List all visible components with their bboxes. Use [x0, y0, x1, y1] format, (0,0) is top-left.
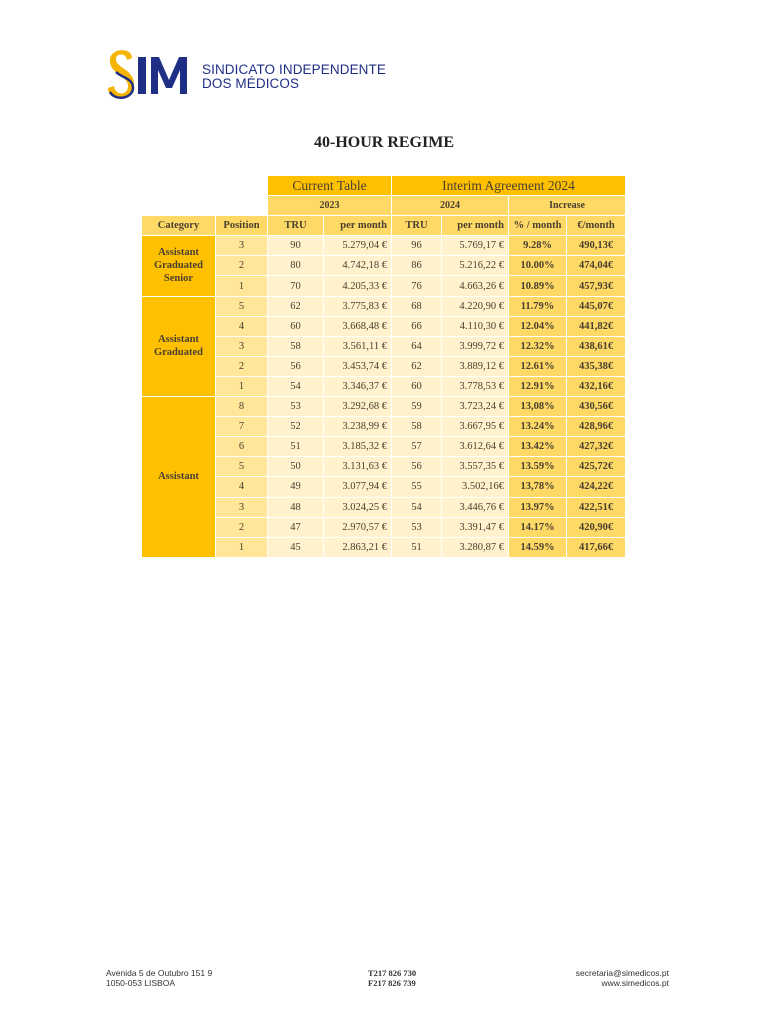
eur-increase-cell: 425,72€	[567, 457, 626, 477]
col-tru-2024-header: TRU	[392, 216, 442, 236]
eur-increase-cell: 474,04€	[567, 256, 626, 276]
eur-increase-cell: 438,61€	[567, 337, 626, 357]
footer-email-link[interactable]: secretaria@simedicos.pt	[575, 968, 669, 978]
eur-increase-cell: 427,32€	[567, 437, 626, 457]
month-2024-cell: 3.667,95 €	[442, 417, 509, 437]
col-eur-month-header: €/month	[567, 216, 626, 236]
eur-increase-cell: 424,22€	[567, 477, 626, 497]
eur-increase-cell: 445,07€	[567, 297, 626, 317]
month-2023-cell: 4.205,33 €	[324, 276, 392, 296]
tru-2024-cell: 62	[392, 357, 442, 377]
tru-2024-cell: 68	[392, 297, 442, 317]
col-category-header: Category	[142, 216, 216, 236]
month-2024-cell: 4.220,90 €	[442, 297, 509, 317]
page-title: 40-HOUR REGIME	[314, 134, 454, 151]
tru-2024-cell: 64	[392, 337, 442, 357]
position-cell: 1	[216, 276, 268, 296]
tru-2024-cell: 55	[392, 477, 442, 497]
tru-2024-cell: 53	[392, 518, 442, 538]
tru-2023-cell: 47	[268, 518, 324, 538]
pct-increase-cell: 10.89%	[509, 276, 567, 296]
position-cell: 6	[216, 437, 268, 457]
month-2023-cell: 3.077,94 €	[324, 477, 392, 497]
month-2024-cell: 5.769,17 €	[442, 236, 509, 256]
tru-2023-cell: 45	[268, 538, 324, 558]
position-cell: 7	[216, 417, 268, 437]
eur-increase-cell: 422,51€	[567, 498, 626, 518]
month-2024-cell: 3.280,87 €	[442, 538, 509, 558]
position-cell: 5	[216, 297, 268, 317]
footer-phone-number: T217 826 730	[368, 968, 417, 978]
month-2023-cell: 3.185,32 €	[324, 437, 392, 457]
tru-2024-cell: 54	[392, 498, 442, 518]
tru-2023-cell: 56	[268, 357, 324, 377]
position-cell: 3	[216, 498, 268, 518]
col-month-2023-header: per month	[324, 216, 392, 236]
pct-increase-cell: 12.61%	[509, 357, 567, 377]
col-pct-month-header: % / month	[509, 216, 567, 236]
col-position-header: Position	[216, 216, 268, 236]
eur-increase-cell: 490,13€	[567, 236, 626, 256]
eur-increase-cell: 435,38€	[567, 357, 626, 377]
group-header-current: Current Table	[268, 176, 392, 196]
blank-cell	[142, 196, 216, 216]
blank-cell	[216, 176, 268, 196]
tru-2023-cell: 48	[268, 498, 324, 518]
pct-increase-cell: 13.42%	[509, 437, 567, 457]
tru-2023-cell: 80	[268, 256, 324, 276]
tru-2024-cell: 66	[392, 317, 442, 337]
tru-2024-cell: 57	[392, 437, 442, 457]
tru-2024-cell: 58	[392, 417, 442, 437]
pct-increase-cell: 13.97%	[509, 498, 567, 518]
pct-increase-cell: 13.59%	[509, 457, 567, 477]
increase-header: Increase	[509, 196, 626, 216]
column-header-row	[142, 216, 626, 236]
position-cell: 8	[216, 397, 268, 417]
logo-line-2: DOS MÉDICOS	[202, 76, 300, 91]
month-2024-cell: 3.502,16€	[442, 477, 509, 497]
tru-2024-cell: 76	[392, 276, 442, 296]
pct-increase-cell: 12.32%	[509, 337, 567, 357]
tru-2023-cell: 54	[268, 377, 324, 397]
position-cell: 5	[216, 457, 268, 477]
table-row	[142, 397, 626, 417]
eur-increase-cell: 428,96€	[567, 417, 626, 437]
footer-address-line-2: 1050-053 LISBOA	[106, 978, 175, 988]
salary-table	[142, 176, 626, 558]
year-header-interim: 2024	[392, 196, 509, 216]
tru-2024-cell: 60	[392, 377, 442, 397]
month-2023-cell: 5.279,04 €	[324, 236, 392, 256]
category-cell: Assistant Graduated Senior	[142, 236, 216, 296]
year-header-current: 2023	[268, 196, 392, 216]
position-cell: 4	[216, 477, 268, 497]
month-2023-cell: 3.292,68 €	[324, 397, 392, 417]
table-row	[142, 236, 626, 256]
group-header-interim: Interim Agreement 2024	[392, 176, 626, 196]
pct-increase-cell: 12.91%	[509, 377, 567, 397]
col-month-2024-header: per month	[442, 216, 509, 236]
position-cell: 2	[216, 256, 268, 276]
sim-logo-mark	[106, 48, 198, 106]
month-2024-cell: 4.110,30 €	[442, 317, 509, 337]
footer-fax-number: F217 826 739	[368, 978, 416, 988]
footer-website-link[interactable]: www.simedicos.pt	[601, 978, 669, 988]
tru-2023-cell: 50	[268, 457, 324, 477]
tru-2024-cell: 86	[392, 256, 442, 276]
table-row	[142, 297, 626, 317]
tru-2023-cell: 58	[268, 337, 324, 357]
tru-2023-cell: 90	[268, 236, 324, 256]
col-tru-2023-header: TRU	[268, 216, 324, 236]
month-2023-cell: 3.346,37 €	[324, 377, 392, 397]
month-2024-cell: 3.612,64 €	[442, 437, 509, 457]
pct-increase-cell: 10.00%	[509, 256, 567, 276]
position-cell: 2	[216, 518, 268, 538]
tru-2023-cell: 70	[268, 276, 324, 296]
month-2024-cell: 3.999,72 €	[442, 337, 509, 357]
position-cell: 4	[216, 317, 268, 337]
month-2023-cell: 3.238,99 €	[324, 417, 392, 437]
footer-contact	[576, 968, 669, 988]
month-2023-cell: 3.561,11 €	[324, 337, 392, 357]
tru-2024-cell: 96	[392, 236, 442, 256]
tru-2023-cell: 53	[268, 397, 324, 417]
pct-increase-cell: 11.79%	[509, 297, 567, 317]
eur-increase-cell: 417,66€	[567, 538, 626, 558]
month-2024-cell: 3.723,24 €	[442, 397, 509, 417]
tru-2023-cell: 52	[268, 417, 324, 437]
pct-increase-cell: 14.17%	[509, 518, 567, 538]
pct-increase-cell: 13.24%	[509, 417, 567, 437]
month-2024-cell: 3.889,12 €	[442, 357, 509, 377]
month-2024-cell: 4.663,26 €	[442, 276, 509, 296]
eur-increase-cell: 432,16€	[567, 377, 626, 397]
position-cell: 1	[216, 377, 268, 397]
footer-address	[106, 968, 212, 988]
month-2023-cell: 3.668,48 €	[324, 317, 392, 337]
pct-increase-cell: 9.28%	[509, 236, 567, 256]
tru-2024-cell: 59	[392, 397, 442, 417]
blank-cell	[142, 176, 216, 196]
tru-2023-cell: 60	[268, 317, 324, 337]
category-cell: Assistant Graduated	[142, 297, 216, 397]
pct-increase-cell: 12.04%	[509, 317, 567, 337]
month-2023-cell: 3.775,83 €	[324, 297, 392, 317]
tru-2024-cell: 51	[392, 538, 442, 558]
month-2024-cell: 5.216,22 €	[442, 256, 509, 276]
eur-increase-cell: 430,56€	[567, 397, 626, 417]
position-cell: 3	[216, 236, 268, 256]
tru-2023-cell: 51	[268, 437, 324, 457]
position-cell: 3	[216, 337, 268, 357]
eur-increase-cell: 420,90€	[567, 518, 626, 538]
sim-logo	[106, 48, 386, 106]
position-cell: 2	[216, 357, 268, 377]
footer-phone	[368, 968, 416, 988]
logo-line-1: SINDICATO INDEPENDENTE	[202, 62, 386, 77]
month-2023-cell: 2.970,57 €	[324, 518, 392, 538]
tru-2023-cell: 49	[268, 477, 324, 497]
month-2023-cell: 3.131,63 €	[324, 457, 392, 477]
pct-increase-cell: 13,78%	[509, 477, 567, 497]
eur-increase-cell: 441,82€	[567, 317, 626, 337]
month-2023-cell: 4.742,18 €	[324, 256, 392, 276]
position-cell: 1	[216, 538, 268, 558]
category-cell: Assistant	[142, 397, 216, 558]
month-2024-cell: 3.557,35 €	[442, 457, 509, 477]
eur-increase-cell: 457,93€	[567, 276, 626, 296]
blank-cell	[216, 196, 268, 216]
pct-increase-cell: 13,08%	[509, 397, 567, 417]
tru-2024-cell: 56	[392, 457, 442, 477]
footer-address-line-1: Avenida 5 de Outubro 151 9	[106, 968, 213, 978]
logo-text	[202, 63, 386, 91]
month-2024-cell: 3.446,76 €	[442, 498, 509, 518]
month-2024-cell: 3.778,53 €	[442, 377, 509, 397]
tru-2023-cell: 62	[268, 297, 324, 317]
month-2024-cell: 3.391,47 €	[442, 518, 509, 538]
month-2023-cell: 3.453,74 €	[324, 357, 392, 377]
pct-increase-cell: 14.59%	[509, 538, 567, 558]
month-2023-cell: 2.863,21 €	[324, 538, 392, 558]
month-2023-cell: 3.024,25 €	[324, 498, 392, 518]
